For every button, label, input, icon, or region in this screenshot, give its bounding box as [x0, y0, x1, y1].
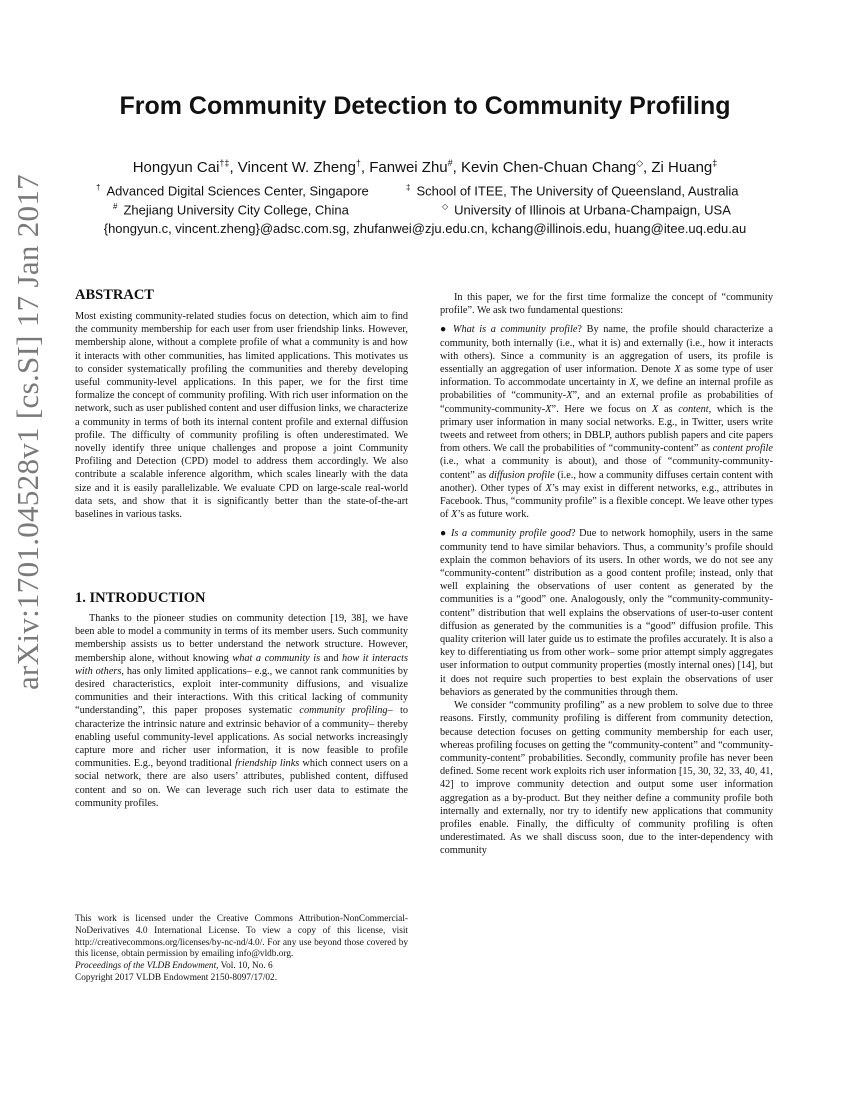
- author-emails: {hongyun.c, vincent.zheng}@adsc.com.sg, zhufanwei@zju.edu.cn, kchang@illinois.edu, huang@itee.uq.edu.au: [103, 221, 747, 236]
- license-footnote: [75, 914, 408, 985]
- proceedings-line: Proceedings of the VLDB Endowment, Vol. 10, No. 6: [75, 961, 273, 972]
- arxiv-stamp: arXiv:1701.04528v1 [cs.SI] 17 Jan 2017: [10, 174, 45, 690]
- paper-title: From Community Detection to Community Profiling: [119, 92, 731, 120]
- author-mark: ‡: [712, 158, 718, 168]
- abstract-body: [75, 310, 408, 521]
- author-name: Hongyun Cai: [132, 159, 220, 176]
- author-mark: #: [447, 158, 453, 168]
- copyright-line: Copyright 2017 VLDB Endowment 2150-8097/17/02.: [75, 972, 278, 983]
- author-mark: †‡: [219, 158, 230, 168]
- right-paragraph-3: We consider “community profiling” as a new problem to solve due to three reasons. Firstly, community profiling is different from community detection, because detection focuses on getting community membership for each user, whereas profiling focuses on getting the “community-content” and “community-community-content” probabilities. Secondly, community profile has never been defined. Some recent work exploits rich user information [15, 30, 32, 33, 40, 41, 42] to improve community detection and output some user information aggregation as a by-product. But they neither define a community profile both internally and externally, nor try to identify new applications that community profiles enable. Finally, the difficulty of community profiling is often underestimated. As we shall discuss soon, due to the inter-dependency with community: [440, 700, 773, 857]
- affiliation: # Zhejiang University City College, China: [113, 202, 349, 218]
- question-1-paragraph: ● What is a community profile? By name, the profile should characterize a community, both internally (i.e., what it is) and externally (i.e., how it interacts with others). Since a community is an aggregation of users, its profile is essentially an aggregation of user information. Denote X as some type of user information. To accommodate uncertainty in X, we define an internal profile as probabilities of “community-X”, and an external profile as probabilities of “community-community-X”. Here we focus on X as content, which is the primary user information in many social networks. E.g., in Twitter, users write tweets and retweet from others; in DBLP, authors publish papers and cite papers from others. We call the probabilities of “community-content” as content profile (i.e., what a community is about), and those of “community-community-content” as diffusion profile (i.e., how a community diffuses certain content with another). Other types of X’s may exist in different networks, e.g., attributes in Facebook. Thus, “community profile” is a flexible concept. We leave other types of X’s as future work.: [440, 324, 774, 521]
- author-list: Hongyun Cai†‡, Vincent W. Zheng†, Fanwei Zhu#, Kevin Chen-Chuan Chang◇, Zi Huang‡: [132, 158, 718, 176]
- author-name: Fanwei Zhu: [369, 159, 448, 176]
- author-name: Vincent W. Zheng: [237, 159, 356, 176]
- bullet-icon: ●: [440, 528, 448, 540]
- bullet-icon: ●: [440, 324, 449, 336]
- abstract-heading: ABSTRACT: [75, 287, 154, 303]
- author-name: Zi Huang: [651, 159, 713, 176]
- abstract-text: Most existing community-related studies focus on detection, which aim to find the community membership for each user from user friendship links. However, membership alone, without a complete profile of what a community is and how it interacts with other communities, has limited applications. This motivates us to consider systematically profiling the communities and thereby developing useful community-level applications. In this paper, we for the first time formalize the concept of community profiling. With rich user information on the network, such as user published content and user diffusion links, we characterize a community in terms of both its internal content profile and external diffusion profile. The difficulty of community profiling is often underestimated. We novelly identify three unique challenges and propose a joint Community Profiling and Detection (CPD) model to address them accordingly. We also contribute a scalable inference algorithm, which scales linearly with the data size and it is easily parallelizable. We evaluate CPD on large-scale real-world data sets, and show that it is significantly better than the state-of-the-art baselines in various tasks.: [75, 311, 408, 521]
- author-mark: †: [355, 158, 361, 168]
- introduction-body: [75, 612, 408, 810]
- right-intro-paragraph: In this paper, we for the first time formalize the concept of “community profile”. We ask two fundamental questions:: [440, 292, 773, 317]
- question-2-paragraph: ● Is a community profile good? Due to network homophily, users in the same community tend to have similar behaviors. Thus, a community’s profile should explain the common behaviors of its users. In other words, we do not see any “community-content” distribution as a good content profile; instead, only that well explaining the observations of user content as generated by the communities is a “good” one. Analogously, only the “community-community-content” distribution that well explains the observations of user-to-user content diffusion as generated by the communities is a “good” diffusion profile. This quality criterion will later guide us to estimate the profiles accurately. It is also a key to differentiating us from other work– some prior attempt simply aggregates user information to output community properties (mostly internal ones) [14], but it does not require such properties to best explain the observations of user behaviors as generated by the communities through them.: [440, 528, 773, 698]
- affiliation: † Advanced Digital Sciences Center, Singapore: [96, 183, 369, 199]
- right-column: [440, 291, 773, 858]
- intro-paragraph: Thanks to the pioneer studies on community detection [19, 38], we have been able to model a community in terms of its member users. Such community membership assists us to better understand the network structure. However, membership alone, without knowing what a community is and how it interacts with others, has only limited applications– e.g., we cannot rank communities by desired characteristics, exploit inter-community diffusions, and visualize communities and their interactions. With this critical lacking of community “understanding”, this paper proposes systematic community profiling– to characterize the intrinsic nature and extrinsic behavior of a community– thereby enabling useful community-level applications. As social networks increasingly capture more and richer user information, it is now feasible to profile communities. E.g., beyond traditional friendship links which connect users on a social network, there are also users’ attributes, published content, diffused content and so on. We can leverage such rich user data to estimate the community profiles.: [75, 613, 409, 809]
- introduction-heading: 1. INTRODUCTION: [75, 590, 206, 606]
- author-name: Kevin Chen-Chuan Chang: [461, 159, 637, 176]
- license-text: This work is licensed under the Creative Commons Attribution-NonCommercial-NoDerivatives 4.0 International License. To view a copy of this license, visit http://creativecommons.org/licenses/by-nc-nd/4.0/. For any use beyond those covered by this license, obtain permission by emailing info@vldb.org.: [75, 914, 408, 960]
- affiliation: ‡ School of ITEE, The University of Queensland, Australia: [406, 183, 739, 199]
- author-mark: ◇: [636, 158, 644, 168]
- affiliation: ◇ University of Illinois at Urbana-Champaign, USA: [442, 202, 731, 218]
